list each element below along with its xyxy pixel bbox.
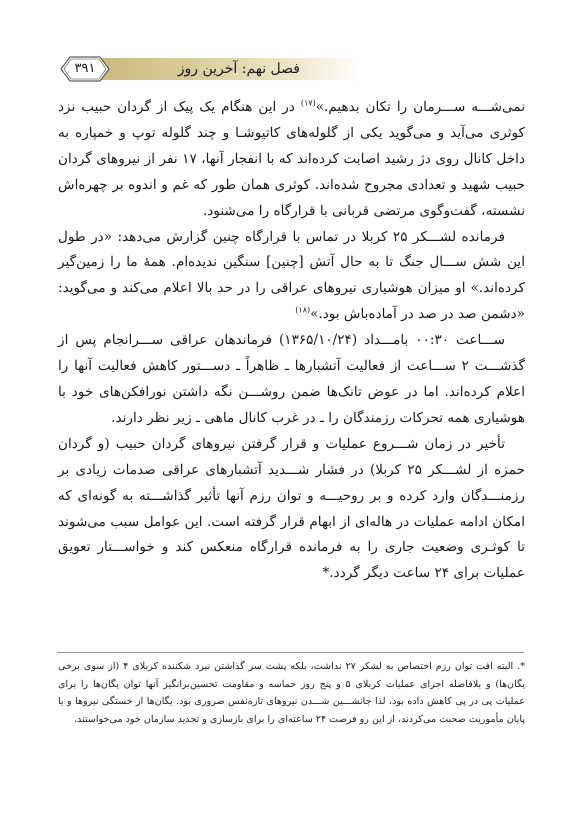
page-number: ۳۹۱: [74, 61, 96, 76]
footnote-text: *. البته افت توان رزم اختصاص به لشکر ۲۷ نداشت، بلکه پشت سر گذاشتن نبرد شکننده کربلای ۴ (از سوی برخی یگان‌ها) و بلافاصله اجرای عملیات کربلای ۵ و پنج روز حماسه و مقاومت تحسین‌برانگیز آنها توان یگان‌ها را برای عملیات پی در پی کاهش داده بود، لذا جانشـــین شـــدن نیروهای تازه‌نفس ضروری بود. یگان‌ها از خستگی نیروها و یا پایان مأموریت صحبت می‌کردند، از این رو فرصت ۲۴ ساعته‌ای را برای بازسازی و تجدید سازمان خود می‌خواستند.: [58, 661, 525, 725]
main-text: [58, 95, 525, 587]
running-header: [60, 56, 362, 82]
footnote-separator: [57, 652, 524, 653]
paragraph-text: فرمانده لشـــکر ۲۵ کربلا در تماس با قرارگاه چنین گزارش می‌دهد: «در طول این شش ســـال جنگ تا به حال آتش [چنین] سنگین ندیده‌ام. همهٔ ما را زمین‌گیر کرده‌اند.» او میزان هوشیاری نیروهای عراقی را در حد بالا اعلام می‌کند و می‌گوید: «دشمن صد در صد در آماده‌باش بود.»: [58, 228, 525, 323]
paragraph: [58, 225, 525, 329]
endnote-reference: (۱۸): [295, 305, 311, 315]
paragraph-text: نمی‌شـــه ســـرمان را تکان بدهیم.»: [315, 99, 525, 115]
footnote: [58, 658, 525, 728]
paragraph-text: ســـاعت ۰۰:۳۰ بامـــداد (۱۳۶۵/۱۰/۲۴) فرماندهان عراقی ســـرانجام پس از گذشـــت ۲ ســـاعت از فعالیت آتشبارها ـ ظاهراً ـ دســـتور کاهش فعالیت آنها را اعلام کرده‌اند. اما در عوض تانک‌ها ضمن روشـــن نگه داشتن نورافکن‌های خود با هوشیاری همه تحرکات رزمندگان را ـ در غرب کانال ماهی ـ زیر نظر دارند.: [58, 332, 525, 426]
chapter-title: فصل نهم: آخرین روز: [177, 61, 300, 77]
paragraph: [58, 95, 525, 225]
endnote-reference: (۱۷): [300, 98, 316, 108]
page-number-box: [60, 56, 110, 82]
paragraph-text: تأخیر در زمان شـــروع عملیات و قرار گرفتن نیروهای گردان حبیب (و گردان حمزه از لشـــکر ۲۵ کربلا) در فشار شـــدید آتشبارهای عراقی صدمات زیادی بر رزمنـــدگان وارد کرده و بر روحیـــه و توان رزم آنها تأثیر گذاشـــته به گونه‌ای که امکان ادامه عملیات در هاله‌ای از ابهام قرار گرفته است. این عوامل سبب می‌شوند تا کوثـری وضعیت جاری را به فرمانده قرارگاه منعکس کند و خواســـتار تعویق عملیات برای ۲۴ ساعت دیگر گردد.*: [58, 435, 525, 582]
paragraph: [58, 432, 525, 587]
paragraph: [58, 328, 525, 432]
paragraph-text: در این هنگام یک پیک از گردان حبیب نزد کوثری می‌آید و می‌گوید یکی از گلوله‌های کاتیوشـا و چند گلوله توپ و خمپاره به داخل کانال روی دژ رشید اصابت کرده‌اند که با انفجار آنها، ۱۷ نفر از نیروهای گردان حبیب شهید و تعدادی مجروح شده‌اند. کوثری همان طور که غم و اندوه بر چهره‌اش نشسته، گفت‌وگوی مرتضی قربانی با قرارگاه را می‌شنود.: [58, 99, 525, 219]
